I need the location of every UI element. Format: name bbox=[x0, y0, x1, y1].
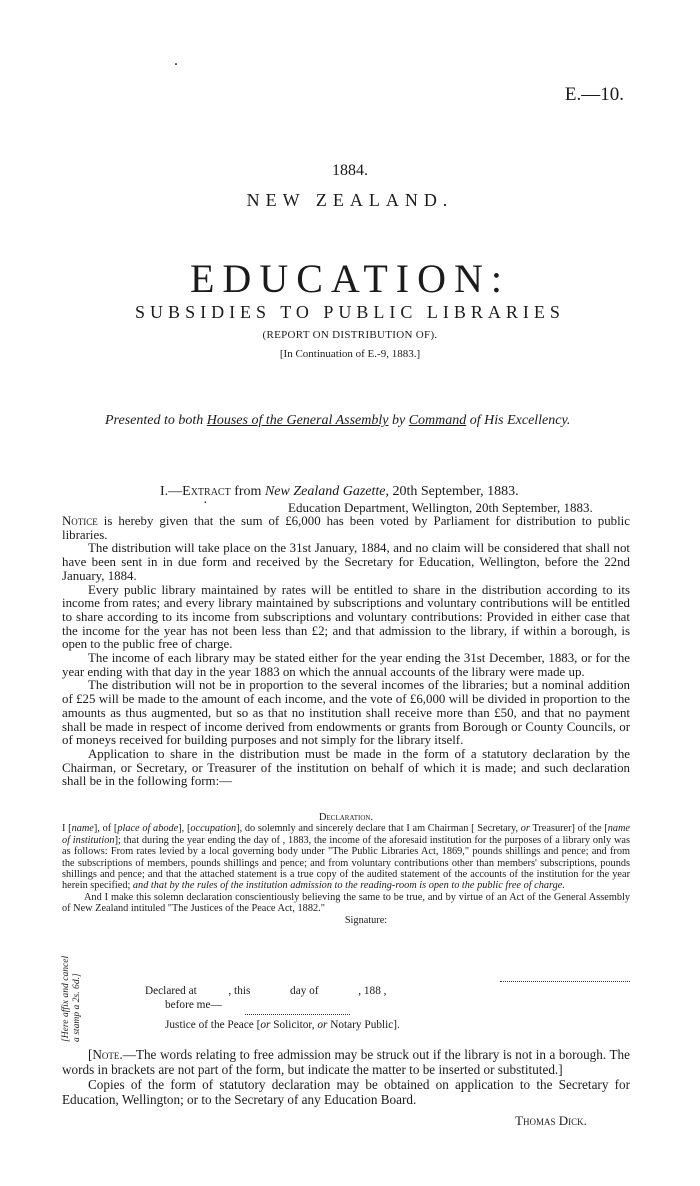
signature-line bbox=[500, 975, 630, 982]
note-paragraph: [Note.—The words relating to free admission may be struck out if the library is not in a borough. The words in brackets are not part of the form, but indicate the matter to be inserted or substituted.] bbox=[62, 1047, 630, 1077]
dateline: Education Department, Wellington, 20th September, 1883. bbox=[288, 500, 593, 515]
main-title: EDUCATION: bbox=[190, 256, 510, 301]
note-block bbox=[62, 1047, 630, 1107]
notice-paragraph: Notice is hereby given that the sum of £6,000 has been voted by Parliament for distribution to public libraries. bbox=[62, 514, 630, 542]
income-paragraph: The income of each library may be stated either for the year ending the 31st December, 1883, or for the year ending with that day in the year 1883 on which the annual accounts of the library were made up. bbox=[62, 651, 630, 679]
signatory: Thomas Dick. bbox=[515, 1113, 587, 1128]
stamp-instruction: [Here affix and cancel a stamp a 2s. 6d.] bbox=[60, 955, 82, 1042]
distribution-paragraph: The distribution will take place on the 31st January, 1884, and no claim will be considered that shall not have been sent in in due form and received by the Secretary for Education, Wellington, before the 22nd January, 1884. bbox=[62, 541, 630, 583]
declaration-form bbox=[62, 812, 630, 926]
country-heading: NEW ZEALAND. bbox=[246, 190, 454, 210]
signature-label: Signature: bbox=[344, 914, 388, 926]
justice-signature-line bbox=[245, 1008, 350, 1015]
justice-line: Justice of the Peace [or Solicitor, or Notary Public]. bbox=[165, 1019, 400, 1031]
year: 1884. bbox=[332, 162, 368, 179]
continuation-note: [In Continuation of E.-9, 1883.] bbox=[279, 348, 421, 360]
solemn-declaration-text: And I make this solemn declaration conscientiously believing the same to be true, and by virtue of an Act of the General Assembly of New Zealand intituled "The Justices of the Peace Act, 1882." bbox=[62, 891, 630, 915]
before-me: before me— bbox=[165, 999, 222, 1011]
report-subheading: (REPORT ON DISTRIBUTION OF). bbox=[262, 329, 438, 341]
stamp-box bbox=[60, 952, 112, 1042]
declaration-text: I [name], of [place of abode], [occupation], do solemnly and sincerely declare that I am Chairman [ Secretary, or Treasurer] of the [name of institution]; that during the year ending the day of , 1883, the income of the aforesaid institution for the purposes of a library only was as follows: From rates levied by a local governing body under "The Public Libraries Act, 1869," pounds shillings and pence; and from the subscriptions of members, pounds shillings and pence; and from voluntary contributions other than members' subscriptions, pounds shillings and pence; and that the attached statement is a true copy of the audited statement of the accounts of the institution for the year herein specified; and that by the rules of the institution admission to the reading-room is open to the public free of charge. bbox=[62, 823, 630, 892]
subtitle: SUBSIDIES TO PUBLIC LIBRARIES bbox=[135, 302, 565, 322]
stray-mark: . bbox=[174, 52, 178, 69]
declared-line: Declared at , this day of , 188 , bbox=[145, 985, 387, 997]
entitlement-paragraph: Every public library maintained by rates will be entitled to share in the distribution according to its income from rates; and every library maintained by subscriptions and voluntary contributions will be entitled to share according to its income from subscriptions and voluntary contributions: Provided in either case that the income for the year has not been less than £2; and that admission to the library, if within a borough, is open to the public free of charge. bbox=[62, 582, 630, 652]
extract-heading: I.—Extract from New Zealand Gazette, 20th September, 1883. bbox=[160, 484, 519, 499]
notice-body bbox=[62, 515, 630, 789]
proportion-paragraph: The distribution will not be in proportion to the several incomes of the libraries; but a nominal addition of £25 will be made to the amount of each income, and the vote of £6,000 will be divided in proportion to the amounts as thus augmented, but so as that no institution shall receive more than £50, and that no payment shall be made in respect of income derived from endowments or grants from Borough or County Councils, or of moneys received for building purposes and not simply for the library itself. bbox=[62, 678, 630, 748]
stray-dot: · bbox=[203, 496, 208, 511]
document-number: E.—10. bbox=[564, 84, 624, 105]
application-paragraph: Application to share in the distribution must be made in the form of a statutory declaration by the Chairman, or Secretary, or Treasurer of the institution on behalf of which it is made; and such declaration shall be in the following form:— bbox=[62, 746, 630, 789]
copies-paragraph: Copies of the form of statutory declaration may be obtained on application to the Secretary for Education, Wellington; or to the Secretary of any Education Board. bbox=[62, 1077, 630, 1107]
presented-line: Presented to both Houses of the General Assembly by Command of His Excellency. bbox=[105, 413, 571, 428]
declaration-heading: Declaration. bbox=[318, 812, 374, 823]
